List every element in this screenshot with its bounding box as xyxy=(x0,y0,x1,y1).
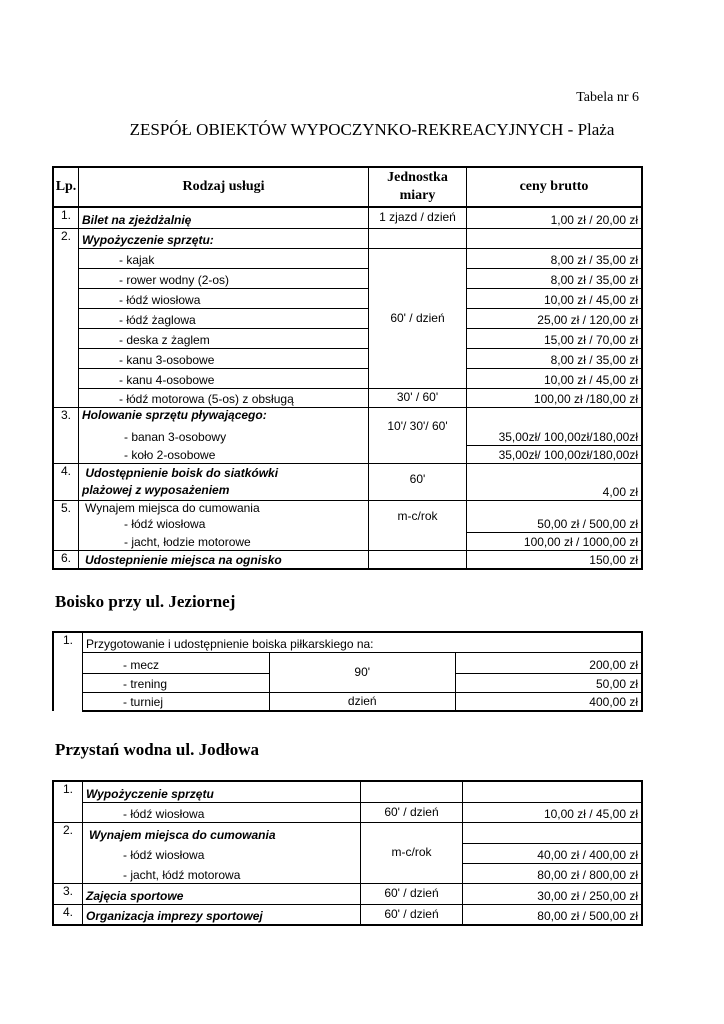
table-row: - łódź wiosłowa 50,00 zł / 500,00 zł xyxy=(53,516,642,532)
unit-value: 60' xyxy=(369,463,467,500)
service-name: Bilet na zjeżdżalnię xyxy=(79,207,369,228)
unit-value: 90' xyxy=(269,652,456,692)
unit-value: 60' / dzień xyxy=(361,802,463,822)
service-name: Przygotowanie i udostępnienie boiska piłkarskiego na: xyxy=(83,632,643,652)
header-price: ceny brutto xyxy=(467,167,643,207)
table-row: 2. Wynajem miejsca do cumowania m-c/rok xyxy=(53,822,642,843)
unit-value: 10'/ 30'/ 60' xyxy=(369,407,467,445)
main-title: ZESPÓŁ OBIEKTÓW WYPOCZYNKO-REKREACYJNYCH - Plaża xyxy=(129,120,615,139)
przystan-price-table xyxy=(52,780,643,926)
price-value: 80,00 zł / 500,00 zł xyxy=(463,904,643,925)
table-row: - jacht, łódź motorowa 80,00 zł / 800,00 zł xyxy=(53,863,642,883)
unit-value: m-c/rok xyxy=(361,822,463,883)
table-row: 3. Zajęcia sportowe 60' / dzień 30,00 zł / 250,00 zł xyxy=(53,883,642,904)
table-number-label: Tabela nr 6 xyxy=(576,90,639,105)
header-service: Rodzaj usługi xyxy=(79,167,369,207)
table-row: - kajak 60' / dzień 8,00 zł / 35,00 zł xyxy=(53,248,642,268)
service-name: Zajęcia sportowe xyxy=(83,883,361,904)
table-row: - trening 50,00 zł xyxy=(53,673,642,692)
service-name: Organizacja imprezy sportowej xyxy=(83,904,361,925)
table-row: 6. Udostepnienie miejsca na ognisko 150,00 zł xyxy=(53,550,642,569)
table-row: - koło 2-osobowe 35,00zł/ 100,00zł/180,00zł xyxy=(53,445,642,463)
table-row: 1. Przygotowanie i udostępnienie boiska piłkarskiego na: xyxy=(53,632,642,652)
table-row: 1. Bilet na zjeżdżalnię 1 zjazd / dzień 1,00 zł / 20,00 zł xyxy=(53,207,642,228)
table-row: - łódź wiosłowa 40,00 zł / 400,00 zł xyxy=(53,843,642,863)
service-name: Holowanie sprzętu pływającego: xyxy=(79,407,369,429)
unit-value: 1 zjazd / dzień xyxy=(369,207,467,228)
plaza-price-table xyxy=(52,166,643,570)
price-value: 150,00 zł xyxy=(467,550,643,569)
service-name: Wypożyczenie sprzętu: xyxy=(79,228,369,248)
table-row: - kanu 3-osobowe 8,00 zł / 35,00 zł xyxy=(53,348,642,368)
table-row: - banan 3-osobowy 35,00zł/ 100,00zł/180,00zł xyxy=(53,429,642,445)
price-value: 30,00 zł / 250,00 zł xyxy=(463,883,643,904)
table-row: - kanu 4-osobowe 10,00 zł / 45,00 zł xyxy=(53,368,642,388)
unit-value: 60' / dzień xyxy=(361,904,463,925)
service-name: Udostepnienie miejsca na ognisko xyxy=(79,550,369,569)
table-row: 4. Udostępnienie boisk do siatkówki plażowej z wyposażeniem 60' 4,00 zł xyxy=(53,463,642,500)
table-row: - łódź żaglowa 25,00 zł / 120,00 zł xyxy=(53,308,642,328)
unit-value: 60' / dzień xyxy=(369,248,467,388)
table-row: - turniej dzień 400,00 zł xyxy=(53,692,642,711)
unit-value: 30' / 60' xyxy=(369,388,467,407)
table-row: 3. Holowanie sprzętu pływającego: 10'/ 30'/ 60' xyxy=(53,407,642,429)
unit-value: 60' / dzień xyxy=(361,883,463,904)
table-row: - łódź wiosłowa 10,00 zł / 45,00 zł xyxy=(53,288,642,308)
table-row: - deska z żaglem 15,00 zł / 70,00 zł xyxy=(53,328,642,348)
table-row: 4. Organizacja imprezy sportowej 60' / dzień 80,00 zł / 500,00 zł xyxy=(53,904,642,925)
unit-value: dzień xyxy=(269,692,456,711)
table-row: 1. Wypożyczenie sprzętu xyxy=(53,781,642,802)
table-row: - łódź wiosłowa 60' / dzień 10,00 zł / 45,00 zł xyxy=(53,802,642,822)
service-name: Wynajem miejsca do cumowania xyxy=(83,822,361,843)
table-row: 5. Wynajem miejsca do cumowania m-c/rok xyxy=(53,500,642,516)
table-row: - jacht, łodzie motorowe 100,00 zł / 1000,00 zł xyxy=(53,532,642,550)
service-name: Udostępnienie boisk do siatkówki plażowej z wyposażeniem xyxy=(79,463,369,500)
service-name: Wynajem miejsca do cumowania xyxy=(79,500,369,516)
boisko-price-table xyxy=(52,631,643,712)
table-row: 2. Wypożyczenie sprzętu: xyxy=(53,228,642,248)
price-value: 1,00 zł / 20,00 zł xyxy=(467,207,643,228)
service-name: Wypożyczenie sprzętu xyxy=(83,781,361,802)
table-row: - mecz 90' 200,00 zł xyxy=(53,652,642,673)
section-title-przystan: Przystań wodna ul. Jodłowa xyxy=(55,740,260,759)
table-row: - rower wodny (2-os) 8,00 zł / 35,00 zł xyxy=(53,268,642,288)
header-lp: Lp. xyxy=(53,167,79,207)
price-value: 4,00 zł xyxy=(467,463,643,500)
section-title-boisko: Boisko przy ul. Jeziornej xyxy=(55,592,236,611)
header-unit: Jednostka miary xyxy=(369,167,467,207)
unit-value: m-c/rok xyxy=(369,500,467,532)
table-row: - łódź motorowa (5-os) z obsługą 30' / 60' 100,00 zł /180,00 zł xyxy=(53,388,642,407)
